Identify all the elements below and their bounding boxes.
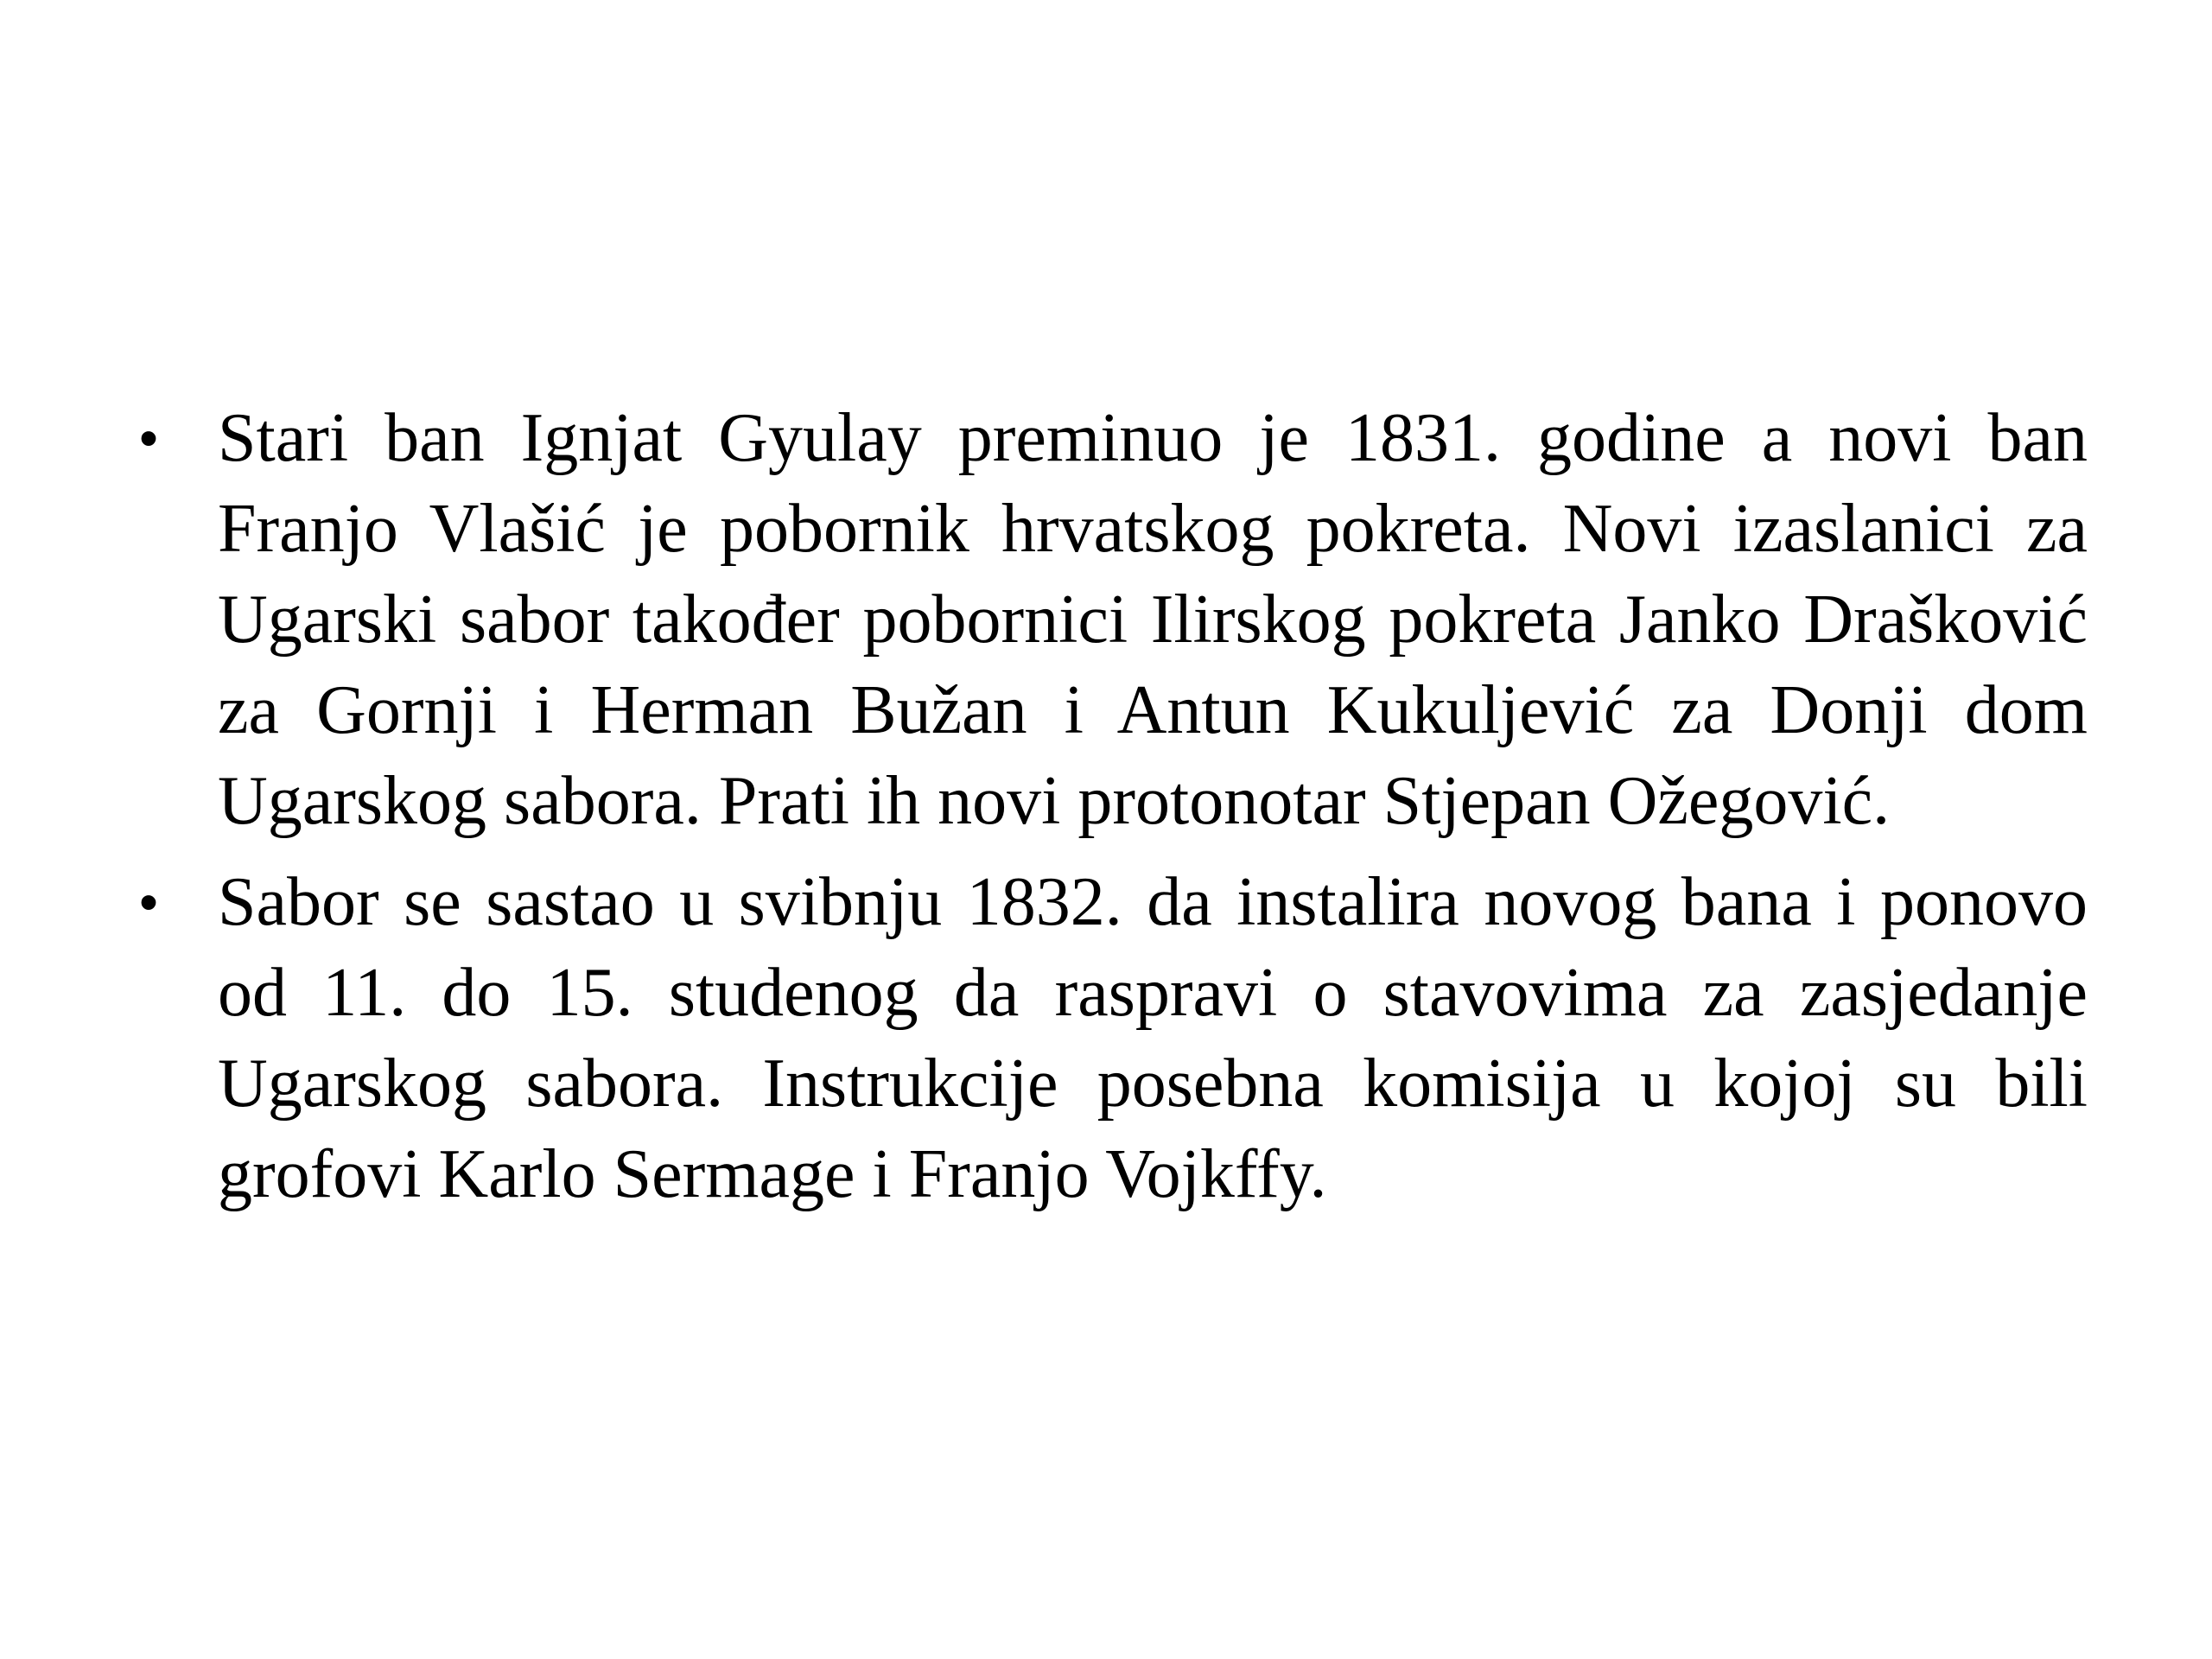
bullet-list [131, 393, 2088, 1220]
bullet-icon: • [139, 409, 158, 468]
bullet-text: Stari ban Ignjat Gyulay preminuo je 1831. godine a novi ban Franjo Vlašić je pobornik hrvatskog pokreta. Novi izaslanici za Ugarski sabor također pobornici Ilirskog pokreta Janko Drašković za Gornji i Herman Bužan i Antun Kukuljević za Donji dom Ugarskog sabora. Prati ih novi protonotar Stjepan Ožegović. [218, 400, 2088, 839]
slide-content [131, 393, 2088, 1230]
list-item [131, 857, 2088, 1220]
list-item [131, 393, 2088, 847]
bullet-text: Sabor se sastao u svibnju 1832. da instalira novog bana i ponovo od 11. do 15. studenog da raspravi o stavovima za zasjedanje Ugarskog sabora. Instrukcije posebna komisija u kojoj su bili grofovi Karlo Sermage i Franjo Vojkffy. [218, 864, 2088, 1212]
bullet-icon: • [139, 873, 158, 932]
